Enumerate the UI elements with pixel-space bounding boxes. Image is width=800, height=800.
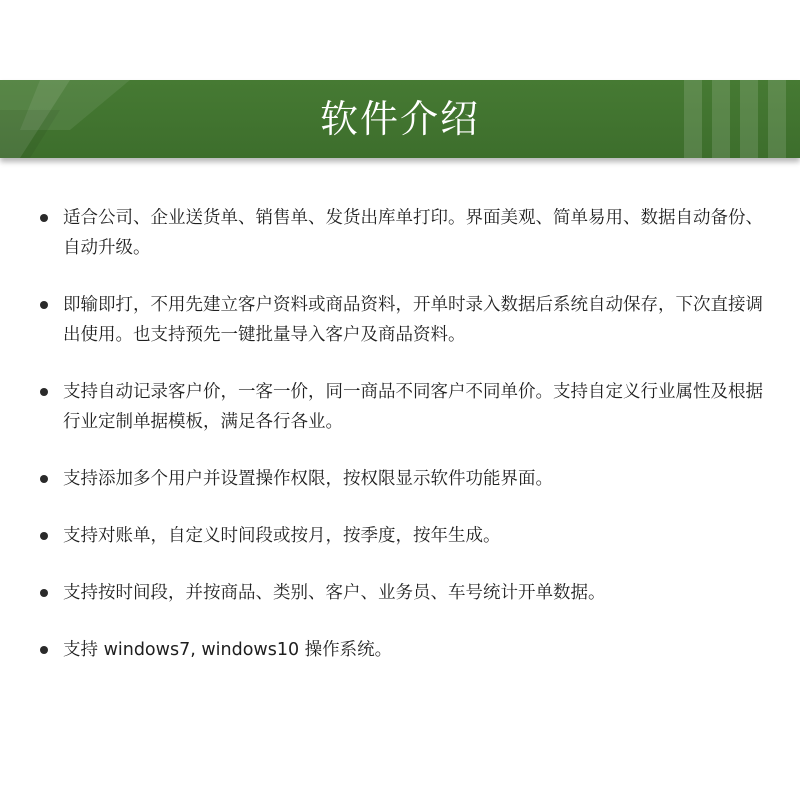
feature-text: 支持对账单，自定义时间段或按月，按季度，按年生成。 bbox=[63, 526, 501, 546]
feature-text: 适合公司、企业送货单、销售单、发货出库单打印。界面美观、简单易用、数据自动备份、自动升级。 bbox=[63, 208, 763, 258]
header-banner bbox=[0, 80, 800, 158]
list-item bbox=[40, 521, 765, 551]
bullet-icon bbox=[40, 475, 48, 483]
feature-text: 支持自动记录客户价，一客一价，同一商品不同客户不同单价。支持自定义行业属性及根据行业定制单据模板，满足各行各业。 bbox=[63, 382, 763, 432]
feature-text: 即输即打，不用先建立客户资料或商品资料，开单时录入数据后系统自动保存，下次直接调出使用。也支持预先一键批量导入客户及商品资料。 bbox=[63, 295, 763, 345]
bullet-icon bbox=[40, 388, 48, 396]
list-item bbox=[40, 578, 765, 608]
list-item bbox=[40, 290, 765, 350]
feature-text: 支持添加多个用户并设置操作权限，按权限显示软件功能界面。 bbox=[63, 469, 553, 489]
bullet-icon bbox=[40, 532, 48, 540]
bullet-icon bbox=[40, 589, 48, 597]
list-item bbox=[40, 377, 765, 437]
bullet-icon bbox=[40, 214, 48, 222]
list-item bbox=[40, 635, 765, 665]
feature-text: 支持按时间段，并按商品、类别、客户、业务员、车号统计开单数据。 bbox=[63, 583, 606, 603]
feature-text: 支持 windows7, windows10 操作系统。 bbox=[63, 640, 393, 660]
bullet-icon bbox=[40, 301, 48, 309]
page-title: 软件介绍 bbox=[319, 97, 480, 141]
feature-list bbox=[40, 203, 765, 692]
bullet-icon bbox=[40, 646, 48, 654]
list-item bbox=[40, 203, 765, 263]
list-item bbox=[40, 464, 765, 494]
